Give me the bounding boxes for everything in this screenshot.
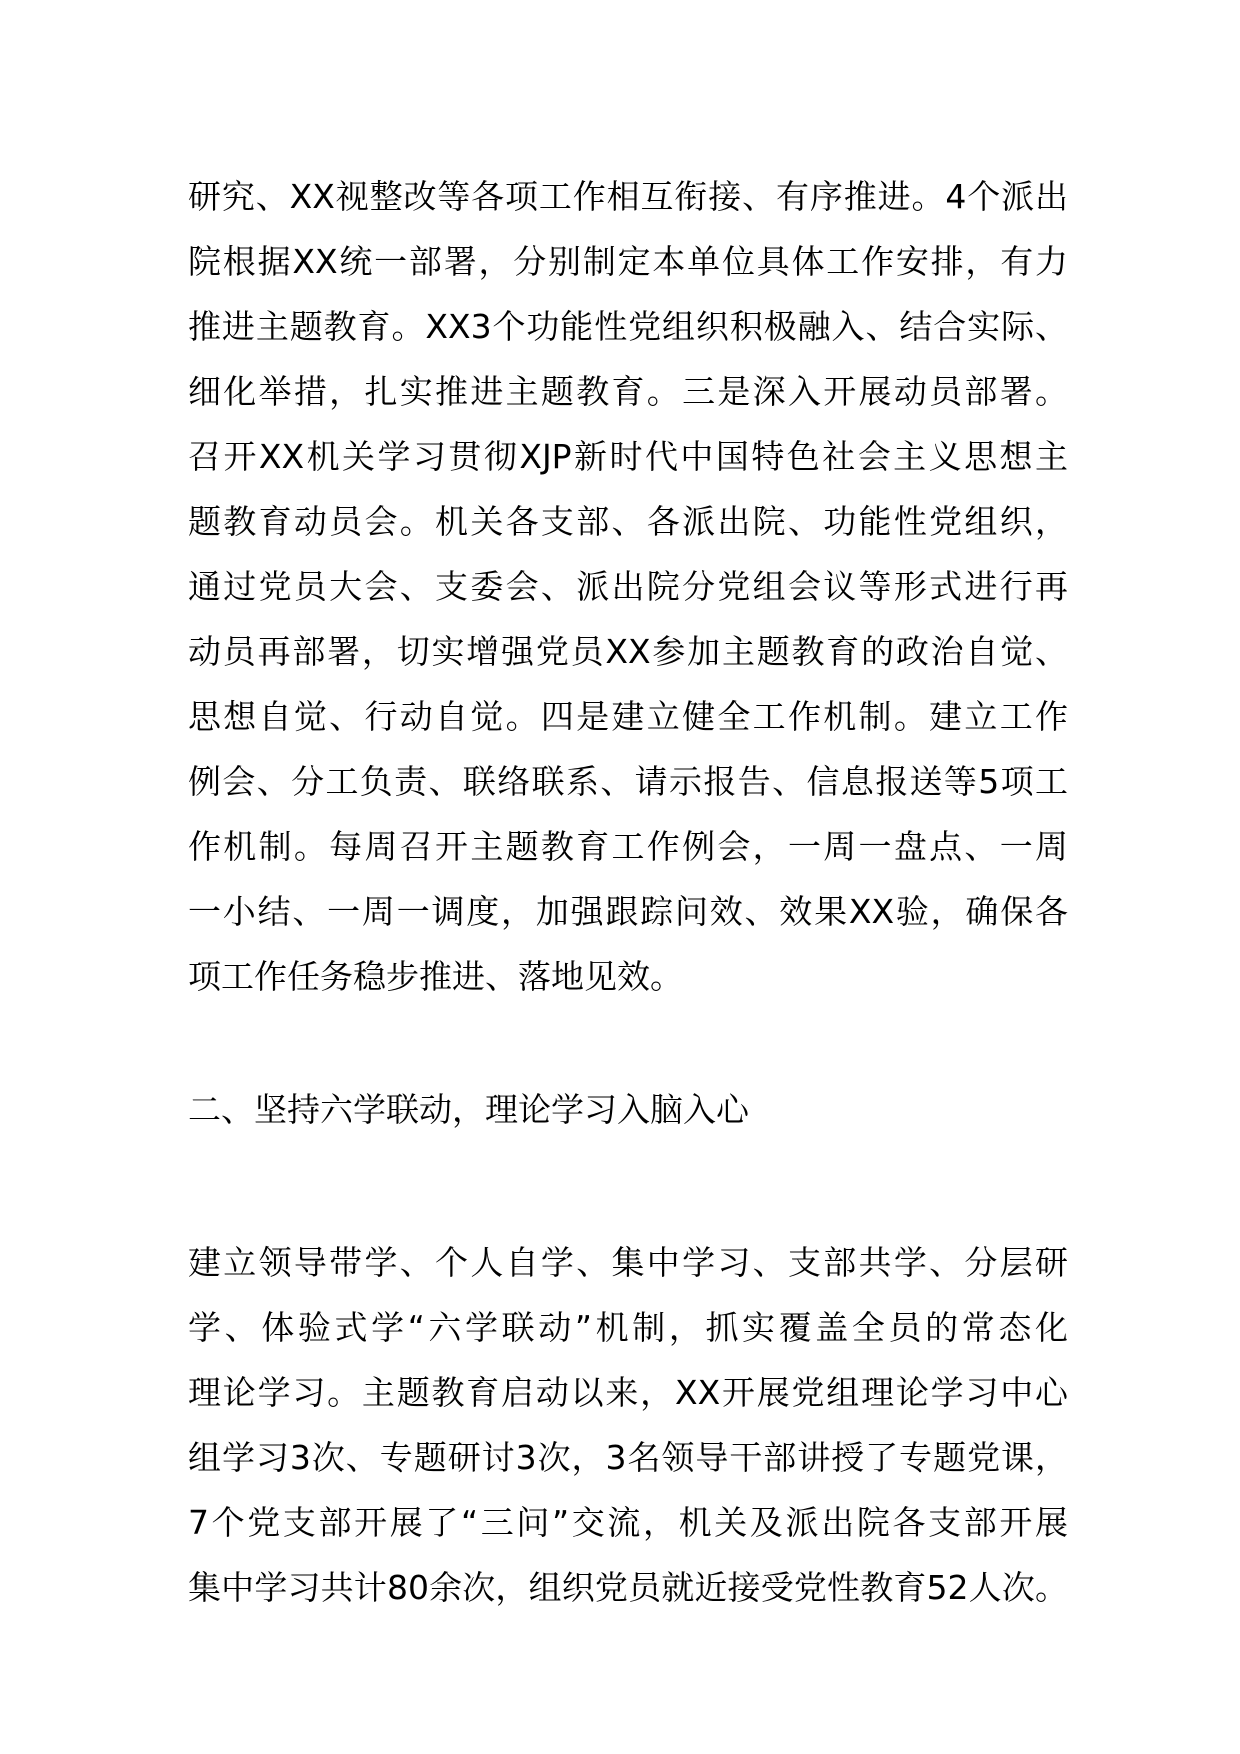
paragraph-line: 题教育动员会。机关各支部、各派出院、功能性党组织， — [188, 502, 1068, 541]
paragraph-line: 项工作任务稳步推进、落地见效。 — [188, 957, 683, 996]
paragraph-line: 推进主题教育。XX3个功能性党组织积极融入、结合实际、 — [188, 307, 1068, 346]
paragraph-line: 集中学习共计80余次，组织党员就近接受党性教育52人次。 — [188, 1568, 1068, 1607]
paragraph-line: 院根据XX统一部署，分别制定本单位具体工作安排，有力 — [188, 242, 1068, 281]
paragraph-line: 学、体验式学“六学联动”机制，抓实覆盖全员的常态化 — [188, 1308, 1068, 1347]
section-heading-text: 二、坚持六学联动，理论学习入脑入心 — [188, 1090, 749, 1129]
paragraph-line: 组学习3次、专题研讨3次，3名领导干部讲授了专题党课， — [188, 1438, 1068, 1477]
paragraph-line: 理论学习。主题教育启动以来，XX开展党组理论学习中心 — [188, 1373, 1068, 1412]
paragraph-line: 例会、分工负责、联络联系、请示报告、信息报送等5项工 — [188, 762, 1068, 801]
paragraph-line: 研究、XX视整改等各项工作相互衔接、有序推进。4个派出 — [188, 177, 1068, 216]
paragraph-line: 通过党员大会、支委会、派出院分党组会议等形式进行再 — [188, 567, 1068, 606]
paragraph-line: 建立领导带学、个人自学、集中学习、支部共学、分层研 — [188, 1243, 1068, 1282]
paragraph-theory-study — [188, 1230, 1068, 1620]
section-heading — [188, 1077, 1068, 1142]
paragraph-line: 作机制。每周召开主题教育工作例会，一周一盘点、一周 — [188, 827, 1068, 866]
paragraph-line: 细化举措，扎实推进主题教育。三是深入开展动员部署。 — [188, 372, 1068, 411]
paragraph-line: 动员再部署，切实增强党员XX参加主题教育的政治自觉、 — [188, 632, 1068, 671]
paragraph-line: 7个党支部开展了“三问”交流，机关及派出院各支部开展 — [188, 1503, 1068, 1542]
paragraph-line: 召开XX机关学习贯彻XJP新时代中国特色社会主义思想主 — [188, 437, 1068, 476]
paragraph-line: 思想自觉、行动自觉。四是建立健全工作机制。建立工作 — [188, 697, 1068, 736]
paragraph-line: 一小结、一周一调度，加强跟踪问效、效果XX验，确保各 — [188, 892, 1068, 931]
paragraph-work-arrangement — [188, 164, 1068, 1009]
